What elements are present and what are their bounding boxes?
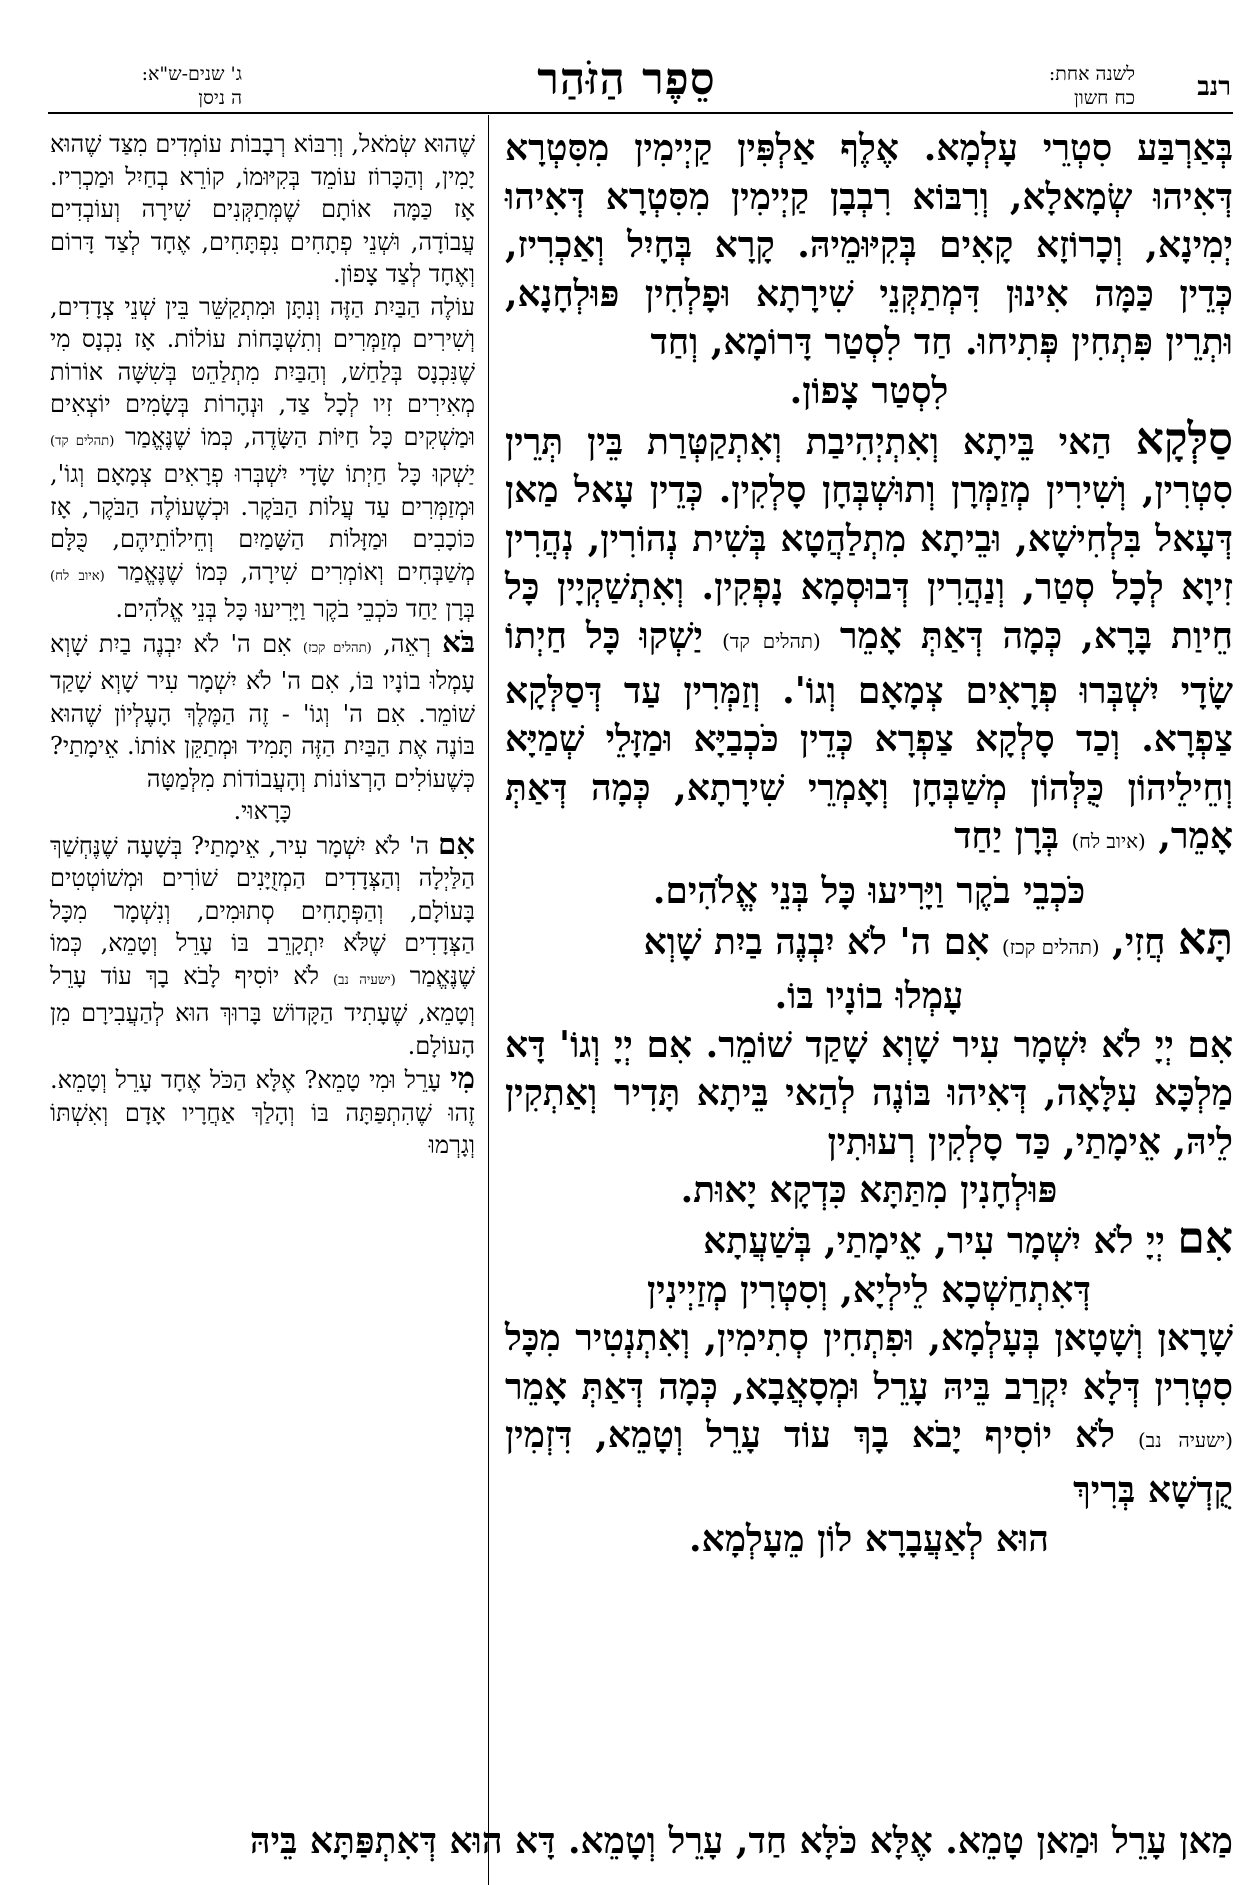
main-paragraph-4 xyxy=(505,1215,1233,1563)
main-p3-text-b: אִם ה' לֹא יִבְנֶה בַיִת שָׁוְא xyxy=(643,920,990,963)
main-p2-citation-2: (איוב לח) xyxy=(1071,830,1146,854)
main-p3-line2: עָמְלוּ בוֹנָיו בּוֹ. xyxy=(774,975,964,1018)
page-number: רנב xyxy=(1197,72,1231,102)
side-paragraph-3 xyxy=(50,626,475,828)
side-s2-citation-2: (איוב לח) xyxy=(50,568,105,584)
side-s2-text-c: בְּרָן יַחַד כֹּכְבֵי בֹקֶר xyxy=(313,595,475,623)
main-paragraph-2 xyxy=(505,413,1233,916)
side-s5-text: עָרֵל וּמִי טָמֵא? אֶלָּא הַכֹּל אֶחָד עָרֵל וְטָמֵא. זֶהוּ שֶׁהִתְפַּתָּה בּוֹ וְהָלַךְ אַחֲרָיו אָדָם וְאִשְׁתּוֹ וְגָרְמוּ xyxy=(50,1066,475,1159)
main-p4-text: יְיָ לֹא יִשְׁמָר עִיר, אֵימָתַי, בְּשַׁעֲתָא xyxy=(703,1220,1165,1263)
side-s2-text: עוֹלֶה הַבַּיִת הַזֶּה וְנִתָּן וּמִתְקַשֵּׁר בֵּין שְׁנֵי צְדָדִים, וְשִׁירִים מְזַמְּרִים וְתִשְׁבָּחוֹת עוֹלוֹת. אָז נִכְנָס מִי שֶׁנִּכְנָס בְּלַחַשׁ, וְהַבַּיִת מִתְלַהֵט בְּשִׁשָּׁה אוֹרוֹת מְאִירִים זִיו לְכָל צַד, וּנְהָרוֹת בְּשָׂמִים יוֹצְאִים וּמַשְׁקִים כָּל חַיּוֹת הַשָּׂדֶה, כְּמוֹ שֶׁנֶּאֱמַר xyxy=(50,292,475,451)
main-p2-text-b: יַשְׁקוּ כָּל חַיְתוֹ שָׂדָי יִשְׁבְּרוּ פְרָאִים צְמָאָם וְגוֹ'. וְזַמְּרִין עַד דְּסַלְּקָא צַפְרָא. וְכַד סָלְקָא צַפְרָא כְּדֵין כֹּכְבַיָּא וּמַזָּלֵי שְׁמַיָּא וְחֵילֵיהוֹן כֻּלְּהוֹן מְשַׁבְּחָן וְאָמְרֵי שִׁירָתָא, כְּמָה דְּאַתְּ אָמֵר, xyxy=(505,614,1233,858)
main-p3-text-c: אִם יְיָ לֹא יִשְׁמָר עִיר שָׁוְא שָׁקַד שׁוֹמֵר. אִם יְיָ וְגוֹ' דָּא מַלְכָּא עִלָּאָה, דְּאִיהוּ בּוֹנֶה לְהַאי בֵּיתָא תָּדִיר וְאַתְקִין לֵיהּ, אֵימָתַי, כַּד סָלְקִין רְעוּתִין xyxy=(505,1023,1233,1163)
main-p2-end: כֹּכְבֵי בֹקֶר וַיָּרִיעוּ כָּל בְּנֵי אֱלֹהִים. xyxy=(652,869,1086,912)
side-s1-end: לְצַד צָפוֹן. xyxy=(333,260,422,288)
side-paragraph-1 xyxy=(50,128,475,291)
side-s3-citation: (תהלים קכז) xyxy=(302,640,372,656)
side-s5-lead-word: מִי xyxy=(449,1061,475,1095)
side-s2-end: וַיָּרִיעוּ כָּל בְּנֵי אֱלֹהִים. xyxy=(115,595,306,623)
side-s4-text-b: לֹא יוֹסִיף לָבֹא בָךְ עוֹד עָרֵל וְטָמֵא, שֶׁעָתִיד הַקָּדוֹשׁ בָּרוּךְ הוּא לְהַעֲבִירָם מִן הָעוֹלָם. xyxy=(50,961,475,1060)
side-s4-text: ה' לֹא יִשְׁמָר עִיר, אֵימָתַי? בְּשָׁעָה שֶׁנֶּחְשַׁךְ הַלַּיְלָה וְהַצְּדָדִים הַמְזֻיָּנִים שׁוֹרִים וּמְשׁוֹטְטִים בָּעוֹלָם, וְהַפְּתָחִים סְתוּמִים, וְנִשְׁמָר מִכָּל הַצְּדָדִים שֶׁלֹּא יִתְקָרֵב בּוֹ עָרֵל וְטָמֵא, כְּמוֹ שֶׁנֶּאֱמַר xyxy=(50,831,475,990)
side-s2-citation: (תהלים קד) xyxy=(50,433,115,449)
main-p1-text: בְּאַרְבַּע סִטְרֵי עָלְמָא. אֶלֶף אַלְפִּין קַיְימִין מִסִּטְרָא דְּאִיהוּ שְׂמָאלָא, וְרִבּוֹא רִבְבָן קַיְימִין מִסִּטְרָא דְּאִיהוּ יְמִינָא, וְכָרוֹזָא קָאִים בְּקִיּוּמֵיהּ. קָרָא בְּחָיִל וְאַכְרִיז, כְּדֵין כַּמָּה אִינוּן דִּמְתַקְּנֵי שִׁירָתָא וּפָלְחִין פּוּלְחָנָא, וּתְרֵין פִּתְחִין פְּתִיחוּ. חַד לִסְטַר דָּרוֹמָא, וְחַד xyxy=(505,127,1233,364)
schedule-one-year-label: לשנה אחת: xyxy=(1048,63,1135,85)
main-p2-citation: (תהלים קד) xyxy=(722,629,821,653)
main-p4-line2: דְּאִתְחַשְׁכָא לֵילְיָא, וְסִטְרִין מְזַיְינִין xyxy=(646,1268,1091,1311)
side-paragraph-2 xyxy=(50,291,475,626)
bottom-continuation-line: מַאן עָרֵל וּמַאן טָמֵא. אֶלָּא כֹּלָּא חַד, עָרֵל וְטָמֵא. דָּא הוּא דְּאִתְפַּתָּא בֵּיהּ xyxy=(249,1820,1233,1862)
main-p3-text: חֲזִי, xyxy=(1112,920,1166,963)
side-s3-text: רְאֵה, xyxy=(383,629,431,658)
main-p4-text-c: לֹא יוֹסִיף יָבֹא בָךְ עוֹד עָרֵל וְטָמֵא, דִּזְמִין קֻדְשָׁא בְּרִיךְ xyxy=(505,1414,1233,1512)
side-s2-text-b: יַשְׁקוּ כָּל חַיְתוֹ שָׂדָי יִשְׁבְּרוּ פְרָאִים צְמָאָם וְגוֹ', וּמְזַמְּרִים עַד עֲלוֹת הַבֹּקֶר. וּכְשֶׁעוֹלֶה הַבֹּקֶר, אָז כּוֹכָבִים וּמַזָּלוֹת הַשָּׁמַיִם וְחֵילוֹתֵיהֶם, כֻּלָּם מְשַׁבְּחִים וְאוֹמְרִים שִׁירָה, כְּמוֹ שֶׁנֶּאֱמַר xyxy=(50,460,475,586)
main-paragraph-3 xyxy=(505,913,1233,1216)
side-s1-text: שֶׁהוּא שְׂמֹאל, וְרִבּוֹא רְבָבוֹת עוֹמְדִים מִצַּד שֶׁהוּא יָמִין, וְהַכָּרוֹז עוֹמֵד בְּקִיּוּמוֹ, קוֹרֵא בְחַיִל וּמַכְרִיז. אָז כַּמָּה אוֹתָם שֶׁמְּתַקְּנִים שִׁירָה וְעוֹבְדִים עֲבוֹדָה, וּשְׁנֵי פְתָחִים נִפְתָּחִים, אֶחָד לְצַד דָּרוֹם וְאֶחָד xyxy=(50,130,475,288)
book-title: סֵפֶר הַזֹּהַר xyxy=(537,54,716,105)
main-p3-citation: (תהלים קכז) xyxy=(1001,935,1100,959)
side-s3-lead-word: בֹּא xyxy=(442,624,475,659)
translation-column xyxy=(50,128,475,1162)
column-divider xyxy=(488,115,489,1885)
main-p4-end: הוּא לְאַעֲבָרָא לוֹן מֵעָלְמָא. xyxy=(689,1517,1049,1560)
main-paragraph-1 xyxy=(505,124,1233,416)
side-s4-lead-word: אִם xyxy=(437,826,475,861)
main-p2-text-c: בְּרָן יַחַד xyxy=(954,815,1059,858)
main-p4-text-b: שָׁרָאן וְשָׁטָאן בְּעָלְמָא, וּפִתְחִין סְתִימִין, וְאִתְנְטִיר מִכָּל סִטְרִין דְּלָא יִקְרַב בֵּיהּ עָרֵל וּמְסָאֲבָא, כְּמָה דְּאַתְּ אָמֵר xyxy=(505,1317,1233,1408)
main-p2-text: הַאי בֵּיתָא וְאִתְיְהִיבַת וְאִתְקַטְּרַת בֵּין תְּרֵין סִטְרִין, וְשִׁירִין מְזַמְּרָן וְתוּשְׁבְּחָן סָלְקִין. כְּדֵין עָאל מַאן דְּעָאל בִּלְחִישָׁא, וּבֵיתָא מִתְלַהֲטָא בְּשִׁית נְהוֹרִין, נְהֲרִין זִיוָא לְכָל סְטַר, וְנַהֲרִין דְּבוּסְמָא נָפְקִין. וְאִתְשַׁקְיָין כָּל חֵיוַת בָּרָא, כְּמָה דְּאַתְּ אָמֵר xyxy=(505,420,1233,657)
side-paragraph-5 xyxy=(50,1062,475,1162)
schedule-three-years-date: ה ניסן xyxy=(198,87,242,109)
main-p3-lead-word: תָּא xyxy=(1178,913,1233,965)
main-p4-lead-word: אִם xyxy=(1177,1213,1233,1265)
main-p1-end: לִסְטַר צָפוֹן. xyxy=(789,369,949,412)
side-s3-text-b: אִם ה' לֹא יִבְנֶה בַיִת שָׁוְא עָמְלוּ בוֹנָיו בּוֹ, אִם ה' לֹא יִשְׁמָר עִיר שָׁוְא שָׁקַד שׁוֹמֵר. אִם ה' וְגוֹ' - זֶה הַמֶּלֶךְ הָעֶלְיוֹן שֶׁהוּא בּוֹנֶה אֶת הַבַּיִת הַזֶּה תָּמִיד וּמְתַקֵּן אוֹתוֹ. אֵימָתַי? כְּשֶׁעוֹלִים הָרְצוֹנוֹת וְהָעֲבוֹדוֹת מִלְּמַטָּה xyxy=(50,629,475,793)
side-s3-end: כָּרָאוּי. xyxy=(233,797,292,825)
header-rule xyxy=(48,112,1233,114)
main-text-column xyxy=(505,124,1233,1563)
schedule-three-years-label: ג' שנים-ש"א: xyxy=(141,63,242,85)
schedule-one-year-date: כח חשון xyxy=(1074,87,1135,109)
side-s4-citation: (ישעיה נב) xyxy=(332,972,396,988)
side-paragraph-4 xyxy=(50,828,475,1063)
main-p4-citation: (ישעיה נב) xyxy=(1137,1429,1234,1453)
main-p2-lead-word: סַלְּקָא xyxy=(1135,413,1233,465)
main-p3-end: פּוּלְחָנִין מִתַּתָּא כִּדְקָא יָאוּת. xyxy=(680,1169,1058,1212)
